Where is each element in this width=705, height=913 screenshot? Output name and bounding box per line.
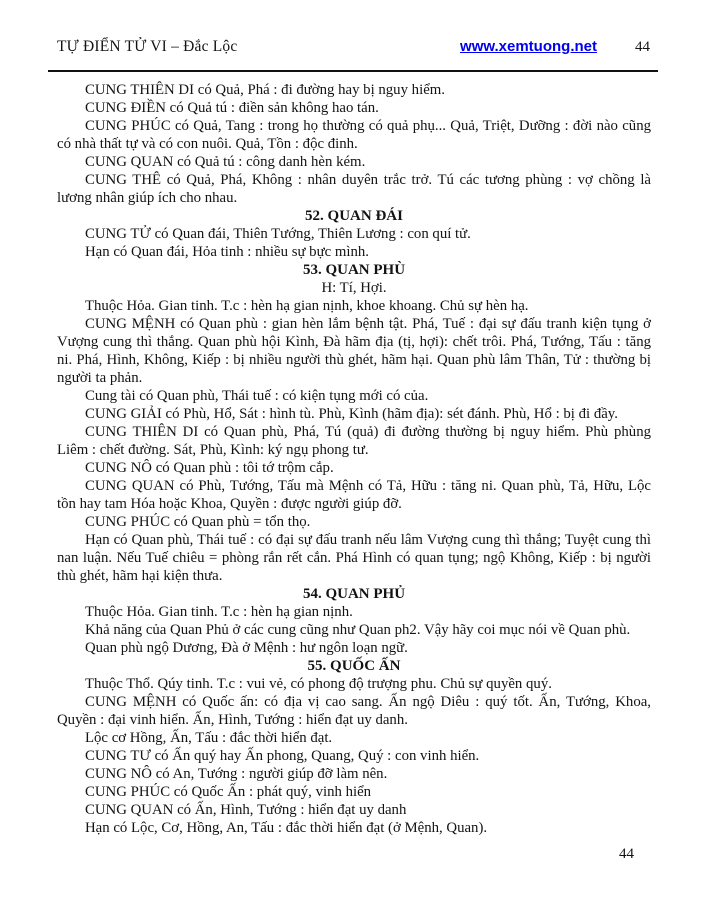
paragraph: Hạn có Quan đái, Hỏa tinh : nhiều sự bực mình. <box>85 244 369 260</box>
document-body <box>57 81 651 837</box>
paragraph: CUNG GIẢI có Phù, Hổ, Sát : hình tù. Phù, Kình (hãm địa): sét đánh. Phù, Hổ : bị đi đầy. <box>85 406 618 422</box>
paragraph: CUNG QUAN có Phù, Tướng, Tấu mà Mệnh có Tả, Hữu : tăng ni. Quan phù, Tả, Hữu, Lộc tồn hay tam Hóa hoặc Khoa, Quyền : được người giúp đỡ. <box>57 478 651 512</box>
paragraph: CUNG PHÚC có Quả, Tang : trong họ thường có quả phụ... Quả, Triệt, Dưỡng : đời nào cũng có nhà thất tự và có con nuôi. Quả, Tồn : độc đinh. <box>57 118 651 152</box>
paragraph: CUNG NÔ có Quan phù : tôi tớ trộm cắp. <box>85 460 334 476</box>
paragraph: CUNG MỆNH có Quốc ấn: có địa vị cao sang. Ấn ngộ Diêu : quý tốt. Ấn, Tướng, Khoa, Quyền : đại vinh hiển. Ấn, Hình, Tướng : hiển đạt uy danh. <box>57 694 651 728</box>
paragraph: CUNG QUAN có Ấn, Hình, Tướng : hiển đạt uy danh <box>85 802 407 818</box>
section-heading: 52. QUAN ĐÁI <box>305 208 403 224</box>
paragraph: CUNG MỆNH có Quan phù : gian hèn lắm bệnh tật. Phá, Tuế : đại sự đấu tranh kiện tụng ở Vượng cung thì thắng. Quan phù hội Kình, Đà hãm địa (tị, hợi): chết trôi. Phá, Tướng, Tấu : tăng ni. Phá, Hình, Không, Kiếp : bị nhiều người thù ghét, hãm hại. Quan phù lâm Thân, Tử : thường bị người ta phản. <box>57 316 651 386</box>
paragraph: CUNG NÔ có An, Tướng : người giúp đỡ làm nên. <box>85 766 388 782</box>
header-divider <box>48 70 658 72</box>
document-title: TỰ ĐIỂN TỬ VI – Đắc Lộc <box>57 38 238 55</box>
section-heading: 55. QUỐC ẤN <box>307 658 401 674</box>
paragraph: Hạn có Lộc, Cơ, Hồng, An, Tấu : đắc thời hiển đạt (ở Mệnh, Quan). <box>85 820 488 836</box>
paragraph: CUNG QUAN có Quả tú : công danh hèn kém. <box>85 154 366 170</box>
paragraph: CUNG THIÊN DI có Quan phù, Phá, Tú (quả) đi đường thường bị nguy hiểm. Phù phùng Liêm : chết đường. Sát, Phù, Kình: ký ngụ phong tư. <box>57 424 651 458</box>
paragraph: Thuộc Hỏa. Gian tinh. T.c : hèn hạ gian nịnh. <box>85 604 353 620</box>
paragraph: CUNG THIÊN DI có Quả, Phá : đi đường hay bị nguy hiểm. <box>85 82 445 98</box>
paragraph: CUNG ĐIỀN có Quả tú : điền sản không hao tán. <box>85 100 379 116</box>
section-heading: 53. QUAN PHÙ <box>302 262 406 278</box>
paragraph: CUNG TỬ có Quan đái, Thiên Tướng, Thiên Lương : con quí tử. <box>85 226 471 242</box>
paragraph: CUNG THÊ có Quả, Phá, Không : nhân duyên trắc trở. Tú các tương phùng : vợ chồng là lương nhân giúp ích cho nhau. <box>57 172 651 206</box>
paragraph: CUNG PHÚC có Quốc Ấn : phát quý, vinh hiển <box>85 784 372 800</box>
paragraph: Cung tài có Quan phù, Thái tuế : có kiện tụng mới có của. <box>85 388 429 404</box>
website-link[interactable]: www.xemtuong.net <box>460 38 597 55</box>
footer-page-number: 44 <box>619 846 634 862</box>
page-header <box>57 38 650 56</box>
header-page-number: 44 <box>635 39 650 55</box>
paragraph: Hạn có Quan phù, Thái tuế : có đại sự đấu tranh nếu lâm Vượng cung thì thắng; Tuyệt cung thì nan luận. Nếu Tuế chiêu = phòng rắn rết cắn. Phá Hình có quan tụng; ngộ Không, Kiếp : bị người thù ghét, hãm hại kiện thưa. <box>57 532 651 584</box>
paragraph: CUNG PHÚC có Quan phù = tổn thọ. <box>85 514 311 530</box>
paragraph: Quan phù ngộ Dương, Đà ở Mệnh : hư ngôn loạn ngữ. <box>85 640 408 656</box>
paragraph: Lộc cơ Hồng, Ấn, Tấu : đắc thời hiển đạt. <box>85 730 333 746</box>
paragraph: CUNG TƯ có Ấn quý hay Ấn phong, Quang, Quý : con vinh hiển. <box>85 748 480 764</box>
section-subtitle: H: Tí, Hợi. <box>321 280 387 296</box>
paragraph: Khả năng của Quan Phủ ở các cung cũng như Quan ph2. Vậy hãy coi mục nói về Quan phù. <box>85 622 631 638</box>
paragraph: Thuộc Thổ. Qúy tinh. T.c : vui vẻ, có phong độ trượng phu. Chủ sự quyền quý. <box>85 676 552 692</box>
paragraph: Thuộc Hỏa. Gian tinh. T.c : hèn hạ gian nịnh, khoe khoang. Chủ sự hèn hạ. <box>85 298 529 314</box>
section-heading: 54. QUAN PHỦ <box>302 586 406 602</box>
